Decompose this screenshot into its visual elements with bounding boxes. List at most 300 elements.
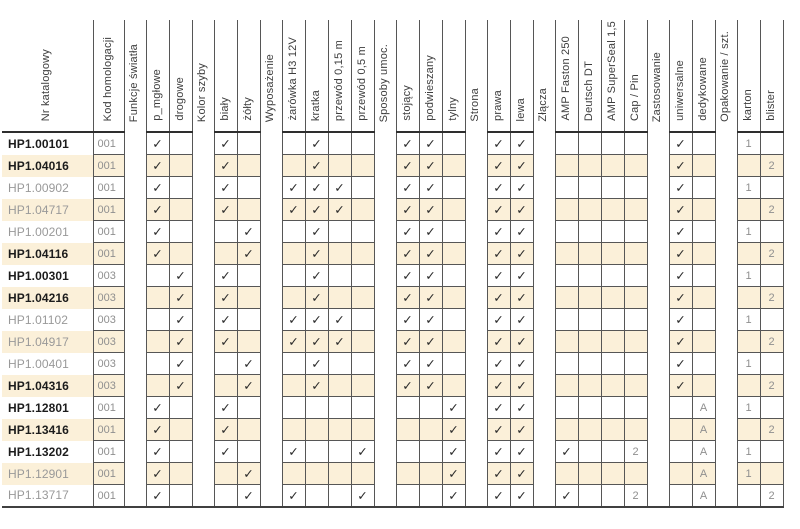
check-cell-amp: ✓ [555, 441, 578, 463]
cell-kod: 001 [93, 463, 124, 485]
cell-amp [555, 243, 578, 265]
check-cell-bi: ✓ [214, 441, 237, 463]
check-cell-st: ✓ [396, 265, 419, 287]
cell-de [692, 177, 715, 199]
check-cell-st: ✓ [396, 199, 419, 221]
spacer-cell [260, 287, 282, 309]
check-cell-po: ✓ [419, 353, 442, 375]
cell-ss [601, 397, 624, 419]
cell-de [692, 375, 715, 397]
cell-dt [578, 287, 601, 309]
check-cell-bi: ✓ [214, 287, 237, 309]
column-label: biały [218, 97, 231, 121]
cell-dr [169, 221, 192, 243]
spacer-cell [260, 485, 282, 508]
cell-amp [555, 353, 578, 375]
cell-ka [737, 419, 760, 441]
cell-ka [737, 375, 760, 397]
spacer-cell [374, 287, 396, 309]
check-cell-za: ✓ [282, 441, 305, 463]
column-label: drogowe [173, 77, 186, 121]
cell-za [282, 375, 305, 397]
cell-ka [737, 485, 760, 508]
table-row [2, 485, 783, 508]
cell-bl: 2 [760, 199, 783, 221]
spacer-cell [715, 287, 737, 309]
check-cell-le: ✓ [510, 155, 533, 177]
cell-amp [555, 199, 578, 221]
cell-kr [305, 463, 328, 485]
cell-bl [760, 353, 783, 375]
cell-ty [442, 199, 465, 221]
cell-bi [214, 221, 237, 243]
spacer-cell [374, 243, 396, 265]
catalog-number: HP1.12901 [2, 463, 93, 485]
cell-dt [578, 485, 601, 508]
check-cell-pr: ✓ [487, 287, 510, 309]
check-cell-pm: ✓ [146, 177, 169, 199]
column-header-pm [146, 20, 169, 132]
check-cell-pm: ✓ [146, 441, 169, 463]
check-cell-po: ✓ [419, 155, 442, 177]
catalog-page [0, 20, 800, 529]
spacer-cell [192, 199, 214, 221]
spacer-cell [124, 441, 146, 463]
cell-ty [442, 177, 465, 199]
check-cell-amp: ✓ [555, 485, 578, 508]
cell-amp [555, 132, 578, 155]
spacer-cell [715, 353, 737, 375]
column-header-g1 [124, 20, 146, 132]
cell-po [419, 463, 442, 485]
column-label: prawa [491, 90, 504, 121]
spacer-cell [260, 265, 282, 287]
spacer-cell [465, 353, 487, 375]
column-header-kod [93, 20, 124, 132]
table-row [2, 177, 783, 199]
spacer-cell [260, 353, 282, 375]
spacer-cell [192, 397, 214, 419]
cell-bl [760, 177, 783, 199]
check-cell-pm: ✓ [146, 132, 169, 155]
check-cell-le: ✓ [510, 485, 533, 508]
table-row [2, 397, 783, 419]
cell-kod: 003 [93, 265, 124, 287]
check-cell-un: ✓ [669, 221, 692, 243]
column-label: przewód 0,5 m [355, 46, 368, 121]
spacer-cell [647, 309, 669, 331]
column-label: dedykowane [696, 57, 709, 121]
check-cell-bi: ✓ [214, 419, 237, 441]
catalog-number: HP1.04016 [2, 155, 93, 177]
spacer-cell [374, 132, 396, 155]
cell-p05 [351, 265, 374, 287]
catalog-number: HP1.04316 [2, 375, 93, 397]
cell-p05 [351, 331, 374, 353]
check-cell-pr: ✓ [487, 419, 510, 441]
cell-bi [214, 463, 237, 485]
cell-un [669, 419, 692, 441]
table-row [2, 265, 783, 287]
cell-p15 [328, 485, 351, 508]
column-header-zo [237, 20, 260, 132]
cell-p05 [351, 243, 374, 265]
spacer-cell [715, 397, 737, 419]
check-cell-un: ✓ [669, 375, 692, 397]
cell-p15 [328, 243, 351, 265]
cell-zo [237, 199, 260, 221]
column-label: tylny [446, 97, 459, 121]
spacer-cell [715, 375, 737, 397]
catalog-number: HP1.00101 [2, 132, 93, 155]
cell-dt [578, 243, 601, 265]
column-header-po [419, 20, 442, 132]
cell-ss [601, 132, 624, 155]
spacer-cell [533, 463, 555, 485]
check-cell-le: ✓ [510, 132, 533, 155]
check-cell-st: ✓ [396, 177, 419, 199]
cell-st [396, 441, 419, 463]
spacer-cell [465, 265, 487, 287]
spacer-cell [124, 463, 146, 485]
check-cell-bi: ✓ [214, 331, 237, 353]
cell-pm [146, 265, 169, 287]
check-cell-kr: ✓ [305, 309, 328, 331]
cell-za [282, 419, 305, 441]
spacer-cell [533, 132, 555, 155]
check-cell-st: ✓ [396, 375, 419, 397]
check-cell-st: ✓ [396, 221, 419, 243]
check-cell-ty: ✓ [442, 485, 465, 508]
column-label: Cap / Pin [628, 73, 641, 121]
spacer-cell [192, 309, 214, 331]
cell-amp [555, 177, 578, 199]
cell-de [692, 132, 715, 155]
cell-cap: 2 [624, 441, 647, 463]
cell-de [692, 309, 715, 331]
cell-kod: 001 [93, 155, 124, 177]
check-cell-un: ✓ [669, 331, 692, 353]
spacer-cell [465, 309, 487, 331]
spacer-cell [647, 199, 669, 221]
cell-zo [237, 419, 260, 441]
check-cell-st: ✓ [396, 331, 419, 353]
cell-p15 [328, 265, 351, 287]
spacer-cell [715, 243, 737, 265]
column-label: Złącza [537, 88, 550, 122]
check-cell-bi: ✓ [214, 177, 237, 199]
cell-za [282, 463, 305, 485]
cell-p05 [351, 132, 374, 155]
spacer-cell [465, 199, 487, 221]
cell-ss [601, 287, 624, 309]
catalog-number: HP1.01102 [2, 309, 93, 331]
spacer-cell [533, 265, 555, 287]
cell-dr [169, 419, 192, 441]
spacer-cell [192, 353, 214, 375]
column-header-g2 [192, 20, 214, 132]
spacer-cell [533, 243, 555, 265]
cell-za [282, 287, 305, 309]
check-cell-le: ✓ [510, 397, 533, 419]
cell-p05 [351, 375, 374, 397]
cell-amp [555, 155, 578, 177]
column-label: lewa [514, 97, 527, 121]
cell-amp [555, 309, 578, 331]
spacer-cell [465, 463, 487, 485]
cell-ka [737, 199, 760, 221]
cell-ty [442, 221, 465, 243]
spacer-cell [260, 132, 282, 155]
column-label: Wyposażenie [264, 53, 277, 122]
table-row [2, 463, 783, 485]
check-cell-pr: ✓ [487, 485, 510, 508]
column-label: uniwersalne [673, 60, 686, 121]
cell-ka [737, 155, 760, 177]
cell-de [692, 221, 715, 243]
check-cell-ty: ✓ [442, 463, 465, 485]
spacer-cell [374, 199, 396, 221]
cell-cap [624, 463, 647, 485]
spacer-cell [715, 331, 737, 353]
cell-ss [601, 177, 624, 199]
check-cell-pr: ✓ [487, 441, 510, 463]
cell-po [419, 441, 442, 463]
cell-dr [169, 397, 192, 419]
check-cell-pm: ✓ [146, 221, 169, 243]
cell-cap [624, 375, 647, 397]
catalog-number: HP1.00902 [2, 177, 93, 199]
cell-po [419, 397, 442, 419]
cell-cap [624, 132, 647, 155]
check-cell-kr: ✓ [305, 353, 328, 375]
check-cell-po: ✓ [419, 309, 442, 331]
cell-bi [214, 375, 237, 397]
column-header-g5 [465, 20, 487, 132]
cell-dt [578, 375, 601, 397]
column-header-ka [737, 20, 760, 132]
cell-ty [442, 132, 465, 155]
check-cell-kr: ✓ [305, 132, 328, 155]
cell-ka: 1 [737, 397, 760, 419]
spacer-cell [124, 132, 146, 155]
spacer-cell [124, 265, 146, 287]
cell-kod: 003 [93, 287, 124, 309]
check-cell-kr: ✓ [305, 221, 328, 243]
check-cell-za: ✓ [282, 331, 305, 353]
check-cell-pr: ✓ [487, 375, 510, 397]
cell-kod: 001 [93, 221, 124, 243]
cell-pm [146, 375, 169, 397]
check-cell-zo: ✓ [237, 485, 260, 508]
spacer-cell [374, 397, 396, 419]
spacer-cell [533, 221, 555, 243]
cell-kr [305, 485, 328, 508]
cell-p05 [351, 155, 374, 177]
column-label: Kolor szyby [196, 62, 209, 122]
cell-amp [555, 331, 578, 353]
cell-dt [578, 331, 601, 353]
spacer-cell [260, 375, 282, 397]
spacer-cell [465, 287, 487, 309]
check-cell-dr: ✓ [169, 353, 192, 375]
column-header-bi [214, 20, 237, 132]
spacer-cell [124, 155, 146, 177]
check-cell-pm: ✓ [146, 397, 169, 419]
spacer-cell [192, 331, 214, 353]
cell-un [669, 485, 692, 508]
check-cell-p15: ✓ [328, 199, 351, 221]
spacer-cell [533, 199, 555, 221]
cell-un [669, 463, 692, 485]
cell-p05 [351, 287, 374, 309]
cell-dt [578, 177, 601, 199]
cell-p15 [328, 287, 351, 309]
column-header-amp [555, 20, 578, 132]
check-cell-p05: ✓ [351, 441, 374, 463]
check-cell-un: ✓ [669, 132, 692, 155]
cell-de: A [692, 463, 715, 485]
cell-ty [442, 309, 465, 331]
spacer-cell [374, 221, 396, 243]
spacer-cell [715, 441, 737, 463]
column-header-bl [760, 20, 783, 132]
check-cell-dr: ✓ [169, 287, 192, 309]
cell-dt [578, 441, 601, 463]
check-cell-kr: ✓ [305, 199, 328, 221]
cell-de [692, 199, 715, 221]
cell-dr [169, 199, 192, 221]
cell-kod: 001 [93, 199, 124, 221]
cell-ka: 1 [737, 177, 760, 199]
check-cell-le: ✓ [510, 353, 533, 375]
check-cell-le: ✓ [510, 287, 533, 309]
table-row [2, 199, 783, 221]
cell-p05 [351, 309, 374, 331]
cell-zo [237, 309, 260, 331]
table-row [2, 353, 783, 375]
check-cell-pr: ✓ [487, 155, 510, 177]
spacer-cell [533, 155, 555, 177]
cell-amp [555, 463, 578, 485]
cell-dr [169, 485, 192, 508]
spacer-cell [374, 177, 396, 199]
cell-bl [760, 221, 783, 243]
check-cell-po: ✓ [419, 287, 442, 309]
spacer-cell [715, 221, 737, 243]
spacer-cell [374, 265, 396, 287]
spacer-cell [715, 265, 737, 287]
check-cell-p15: ✓ [328, 331, 351, 353]
column-label: podwieszany [423, 55, 436, 121]
check-cell-bi: ✓ [214, 155, 237, 177]
column-label: AMP SuperSeal 1,5 [605, 21, 618, 121]
spacer-cell [192, 441, 214, 463]
cell-st [396, 397, 419, 419]
cell-ss [601, 199, 624, 221]
spacer-cell [465, 419, 487, 441]
cell-zo [237, 441, 260, 463]
column-header-g3 [260, 20, 282, 132]
column-label: AMP Faston 250 [559, 36, 572, 121]
cell-ty [442, 353, 465, 375]
spacer-cell [260, 199, 282, 221]
check-cell-pr: ✓ [487, 199, 510, 221]
cell-zo [237, 155, 260, 177]
check-cell-le: ✓ [510, 177, 533, 199]
cell-ty [442, 265, 465, 287]
spacer-cell [124, 243, 146, 265]
spacer-cell [647, 353, 669, 375]
cell-amp [555, 265, 578, 287]
cell-ss [601, 265, 624, 287]
cell-ss [601, 441, 624, 463]
catalog-number: HP1.04216 [2, 287, 93, 309]
column-label: Funkcje światła [128, 43, 141, 122]
cell-dt [578, 397, 601, 419]
check-cell-p15: ✓ [328, 309, 351, 331]
check-cell-le: ✓ [510, 265, 533, 287]
column-header-za [282, 20, 305, 132]
cell-kod: 001 [93, 397, 124, 419]
spacer-cell [260, 221, 282, 243]
spacer-cell [533, 353, 555, 375]
cell-p15 [328, 221, 351, 243]
spacer-cell [465, 243, 487, 265]
cell-ss [601, 221, 624, 243]
cell-ss [601, 485, 624, 508]
cell-bi [214, 353, 237, 375]
check-cell-p05: ✓ [351, 485, 374, 508]
cell-de: A [692, 397, 715, 419]
cell-dt [578, 221, 601, 243]
check-cell-po: ✓ [419, 375, 442, 397]
cell-kod: 003 [93, 353, 124, 375]
cell-dt [578, 353, 601, 375]
cell-p15 [328, 132, 351, 155]
cell-bi [214, 243, 237, 265]
spacer-cell [465, 155, 487, 177]
spacer-cell [715, 177, 737, 199]
cell-cap: 2 [624, 485, 647, 508]
check-cell-kr: ✓ [305, 375, 328, 397]
check-cell-pm: ✓ [146, 199, 169, 221]
cell-ty [442, 243, 465, 265]
spacer-cell [374, 485, 396, 508]
cell-kod: 003 [93, 375, 124, 397]
spacer-cell [533, 397, 555, 419]
spacer-cell [374, 309, 396, 331]
spacer-cell [533, 419, 555, 441]
check-cell-le: ✓ [510, 419, 533, 441]
check-cell-pr: ✓ [487, 331, 510, 353]
spacer-cell [715, 485, 737, 508]
cell-bl [760, 132, 783, 155]
column-label: żółty [241, 97, 254, 121]
cell-po [419, 419, 442, 441]
spacer-cell [465, 221, 487, 243]
column-label: p_mgłowe [150, 69, 163, 121]
column-label: kratka [309, 89, 322, 121]
check-cell-bi: ✓ [214, 309, 237, 331]
cell-cap [624, 199, 647, 221]
cell-zo [237, 132, 260, 155]
cell-ty [442, 287, 465, 309]
cell-kod: 001 [93, 485, 124, 508]
header-row [2, 20, 783, 132]
spacer-cell [465, 375, 487, 397]
check-cell-pm: ✓ [146, 243, 169, 265]
